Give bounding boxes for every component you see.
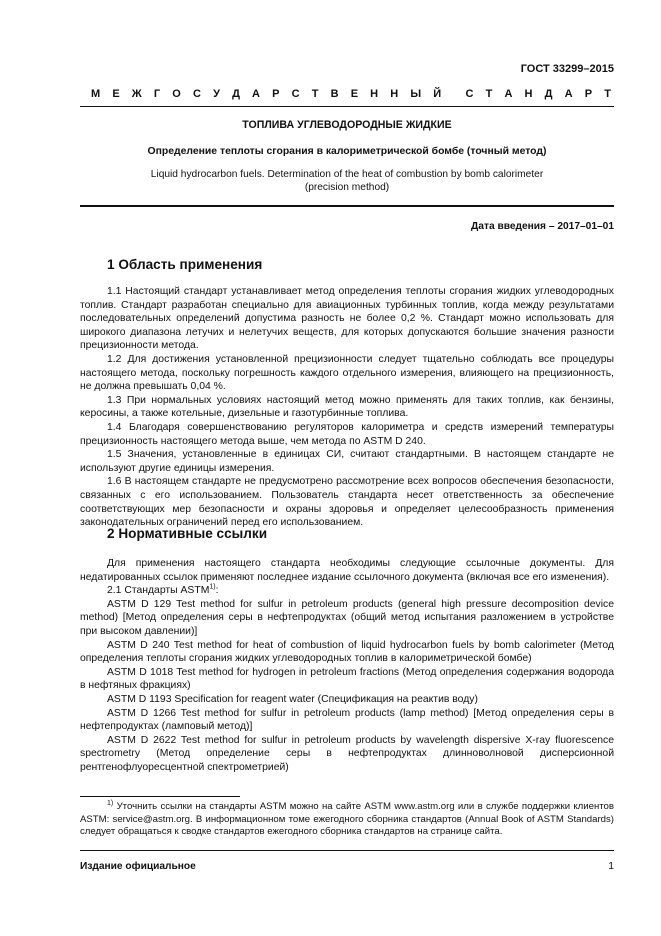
banner-letter: В xyxy=(330,88,339,100)
banner-letter: А xyxy=(252,88,260,100)
official-edition-label: Издание официальное xyxy=(80,861,196,872)
paragraph-1-5: 1.5 Значения, установленные в единицах СИ, считают стандартными. В настоящем стандарте не используют другие единицы измерения. xyxy=(80,449,614,474)
banner-letter: А xyxy=(564,88,573,100)
paragraph-1-2: 1.2 Для достижения установленной прецизионности следует тщательно соблюдать все процедуры настоящего метода, поскольку погрешность каждого отдельного измерения, влияющего на прецизионность, не должна превышать 0,04 %. xyxy=(80,353,614,393)
reference-item: ASTM D 1266 Test method for sulfur in petroleum products (lamp method) [Метод определения серы в нефтепродуктах (ламповый метод)] xyxy=(80,707,614,733)
subsection-colon: : xyxy=(215,585,219,597)
banner-letter: Н xyxy=(370,88,379,100)
paragraph-1-3: 1.3 При нормальных условиях настоящий метод можно применять для таких топлив, как бензины, керосины, а также котельные, дизельные и газотурбинные топлива. xyxy=(80,394,614,420)
banner-letter: Е xyxy=(350,88,359,100)
banner-letter: С xyxy=(465,88,474,100)
footnote-separator xyxy=(80,796,240,797)
banner-letter: Ж xyxy=(131,88,142,100)
title-divider xyxy=(80,205,614,207)
document-subtitle: Определение теплоты сгорания в калориметрической бомбе (точный метод) xyxy=(147,146,547,157)
subsection-label: 2.1 Стандарты ASTM xyxy=(107,585,210,597)
banner-letter: Ы xyxy=(410,88,422,100)
banner-letter: Д xyxy=(544,88,553,100)
reference-item: ASTM D 1193 Specification for reagent water (Спецификация на реактив воду) xyxy=(107,693,478,705)
banner-letter: А xyxy=(504,88,513,100)
section-heading-normative-references: 2 Нормативные ссылки xyxy=(107,526,268,541)
reference-item: ASTM D 2622 Test method for sulfur in petroleum products by wavelength dispersive X-ray fluorescence spectrometry (Метод определение серы в нефтепродуктах длинноволновой дисперсионной рентгенофлуоресцентной спектрометрией) xyxy=(80,734,614,773)
reference-item: ASTM D 129 Test method for sulfur in petroleum products (general high pressure decomposition device method) [Метод определения серы в нефтепродуктах (общий метод испытания разложением в устройстве при высоком давлении)] xyxy=(80,598,614,637)
banner-letter: С xyxy=(291,88,300,100)
banner-letter: Т xyxy=(604,88,611,100)
paragraph-1-4: 1.4 Благодаря совершенствованию регуляторов калориметра и средств измерений температуры прецизионность настоящего метода выше, чем метода по ASTM D 240. xyxy=(80,421,614,447)
banner-letter: Р xyxy=(584,88,593,100)
banner-letter: Р xyxy=(272,88,280,100)
banner-letter: Н xyxy=(390,88,399,100)
banner-letter: У xyxy=(213,88,220,100)
banner-letter: Е xyxy=(112,88,120,100)
paragraph-1-6: 1.6 В настоящем стандарте не предусмотрено рассмотрение всех вопросов обеспечения безопасности, связанных с его использованием. Пользователь стандарта несет ответственность за обеспечение соответствующих мер безопасности и охраны здоровья и определяет целесообразность применения законодательных ограничений перед его использованием. xyxy=(80,476,614,529)
header-divider xyxy=(80,106,614,107)
scope-section xyxy=(80,285,614,530)
page-number: 1 xyxy=(608,861,614,872)
document-title: ТОПЛИВА УГЛЕВОДОРОДНЫЕ ЖИДКИЕ xyxy=(242,119,452,131)
banner-letter: Т xyxy=(311,88,319,100)
banner-letter: Д xyxy=(232,88,240,100)
footnote xyxy=(80,801,614,839)
reference-item: ASTM D 1018 Test method for hydrogen in petroleum fractions (Метод определения содержания водорода в нефтяных фракциях) xyxy=(80,666,614,692)
banner-letter: О xyxy=(172,88,181,100)
subsection-astm-standards xyxy=(80,584,614,598)
document-code: ГОСТ 33299–2015 xyxy=(520,63,614,75)
paragraph-1-1: 1.1 Настоящий стандарт устанавливает метод определения теплоты сгорания жидких углеводородных топлив. Стандарт разработан специально для авиационных турбинных топлив, когда между результатами последовательных определений допустима разность не более 0,2 %. Стандарт можно использовать для широкого диапазона летучих и нелетучих веществ, для которых допускаются большие значения разности прецизионности метода. xyxy=(80,286,614,352)
banner-letter: М xyxy=(91,88,101,100)
banner-letter: Й xyxy=(433,88,442,100)
banner-letter: Г xyxy=(153,88,161,100)
footer-divider xyxy=(80,850,614,851)
banner-letter: Т xyxy=(485,88,493,100)
section-heading-scope: 1 Область применения xyxy=(107,257,263,272)
normative-references-section xyxy=(80,557,614,775)
interstate-standard-banner xyxy=(91,88,611,102)
footnote-reference[interactable]: 1) xyxy=(209,583,216,591)
references-intro: Для применения настоящего стандарта необходимы следующие ссылочные документы. Для недатированных ссылок применяют последнее издание ссылочного документа (включая все его изменения). xyxy=(80,558,614,583)
english-title: Liquid hydrocarbon fuels. Determination of the heat of combustion by bomb calorimeter (precision method) xyxy=(150,169,544,193)
banner-letter: С xyxy=(192,88,201,100)
reference-item: ASTM D 240 Test method for heat of combustion of liquid hydrocarbon fuels by bomb calorimeter (Метод определения теплоты сгорания жидких углеводородных топлив в калориметрической бомбе) xyxy=(80,639,614,665)
banner-letter: Н xyxy=(524,88,533,100)
footnote-text: Уточнить ссылки на стандарты ASTM можно на сайте ASTM www.astm.org или в службе поддержки клиентов ASTM: service@astm.org. В информационном томе ежегодного сборника стандартов (Annual Book of ASTM Standards) следует обращаться к сводке стандартов ежегодного сборника стандартов на странице сайта. xyxy=(80,801,614,838)
footnote-mark: 1) xyxy=(107,799,114,807)
introduction-date: Дата введения – 2017–01–01 xyxy=(471,221,614,232)
